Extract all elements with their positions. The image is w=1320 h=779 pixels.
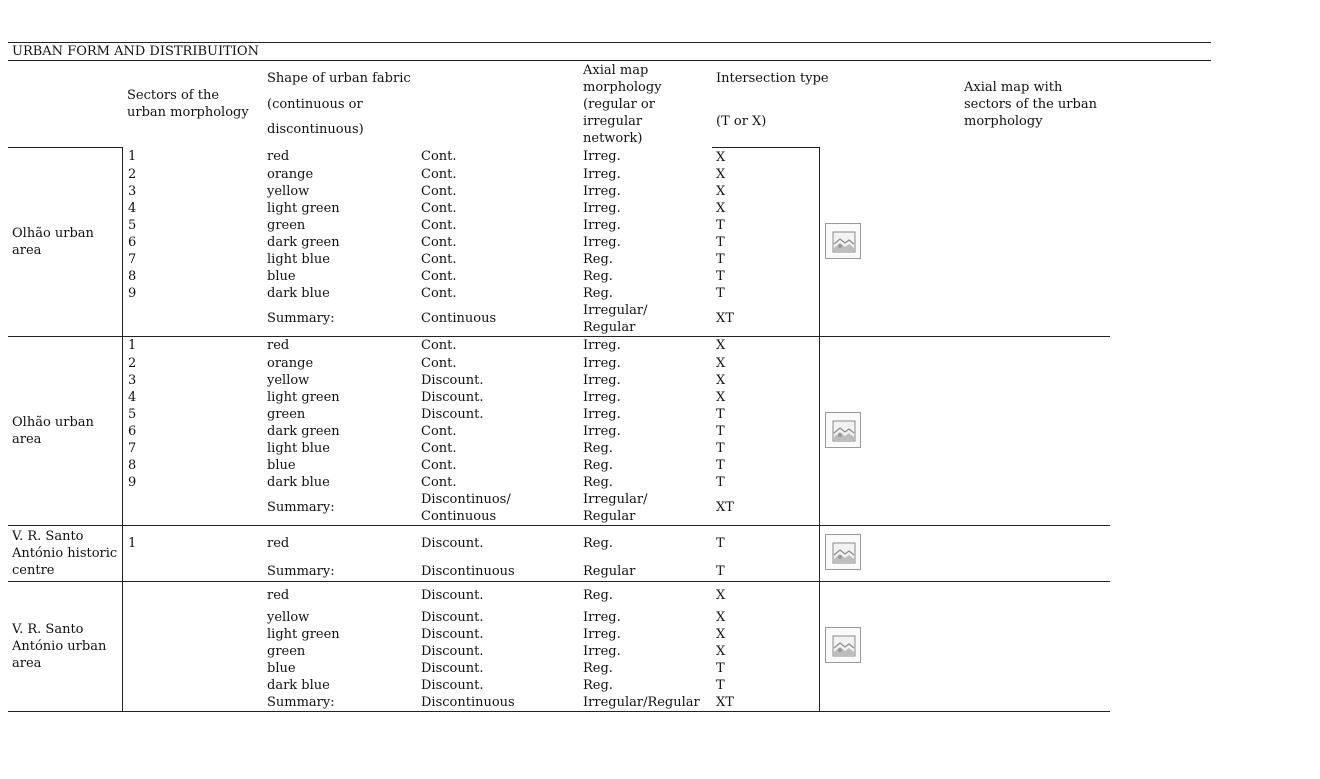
header-intersection-line2: (T or X): [716, 114, 767, 129]
intersection-value: X: [716, 588, 726, 603]
intersection-column-rule: [819, 147, 820, 711]
sector-name: light green: [267, 390, 340, 405]
row-number: 4: [128, 390, 137, 405]
axial-value: Irreg.: [583, 338, 621, 353]
shape-value: Cont.: [421, 184, 457, 199]
row-number: 3: [128, 373, 137, 388]
sector-name: green: [267, 644, 306, 659]
axial-value: Reg.: [583, 588, 613, 603]
shape-value: Discount.: [421, 678, 484, 693]
sector-name: red: [267, 536, 290, 551]
row-number: 5: [128, 218, 137, 233]
header-shape-line2: (continuous or: [267, 97, 363, 112]
axial-map-image: [825, 223, 861, 259]
image-placeholder-icon: [832, 230, 856, 254]
summary-label: Summary:: [267, 564, 335, 579]
sector-name: red: [267, 588, 290, 603]
area-label: V. R. Santo António urban area: [12, 622, 107, 671]
shape-value: Discount.: [421, 610, 484, 625]
summary-axial: Irregular/Regular: [583, 695, 700, 710]
sector-name: dark green: [267, 424, 340, 439]
axial-value: Irreg.: [583, 356, 621, 371]
axial-value: Reg.: [583, 441, 613, 456]
title-top-rule: [8, 42, 1211, 43]
row-number: 9: [128, 475, 137, 490]
sector-name: dark blue: [267, 475, 330, 490]
axial-value: Reg.: [583, 458, 613, 473]
sector-name: blue: [267, 269, 296, 284]
axial-value: Irreg.: [583, 149, 621, 164]
title-bottom-rule: [8, 60, 1211, 61]
axial-map-image: [825, 534, 861, 570]
intersection-value: X: [716, 610, 726, 625]
summary-shape: Discontinuous: [421, 695, 515, 710]
intersection-value: X: [716, 338, 726, 353]
sector-name: light green: [267, 201, 340, 216]
summary-axial: Irregular/ Regular: [583, 303, 648, 335]
row-number: 8: [128, 458, 137, 473]
shape-value: Discount.: [421, 627, 484, 642]
axial-value: Irreg.: [583, 184, 621, 199]
sector-name: yellow: [267, 184, 310, 199]
summary-shape: Discontinuous: [421, 564, 515, 579]
shape-value: Cont.: [421, 149, 457, 164]
summary-intersection: T: [716, 564, 725, 579]
row-number: 2: [128, 356, 137, 371]
axial-value: Irreg.: [583, 407, 621, 422]
intersection-value: X: [716, 201, 726, 216]
summary-intersection: XT: [716, 695, 734, 710]
sector-name: dark green: [267, 235, 340, 250]
sector-name: green: [267, 407, 306, 422]
intersection-value: X: [716, 356, 726, 371]
axial-value: Irreg.: [583, 644, 621, 659]
axial-value: Irreg.: [583, 235, 621, 250]
header-sectors: Sectors of the urban morphology: [127, 88, 249, 120]
sector-name: blue: [267, 661, 296, 676]
row-number: 4: [128, 201, 137, 216]
area-column-rule: [122, 147, 123, 711]
shape-value: Discount.: [421, 407, 484, 422]
intersection-value: X: [716, 184, 726, 199]
row-number: 5: [128, 407, 137, 422]
axial-map-image: [825, 627, 861, 663]
summary-label: Summary:: [267, 695, 335, 710]
sector-name: light green: [267, 627, 340, 642]
group-separator: [8, 525, 1110, 526]
header-rule-left: [8, 147, 123, 148]
axial-value: Reg.: [583, 475, 613, 490]
sector-name: light blue: [267, 441, 330, 456]
shape-value: Cont.: [421, 201, 457, 216]
axial-value: Irreg.: [583, 167, 621, 182]
summary-intersection: XT: [716, 500, 734, 515]
header-axial-map: Axial map with sectors of the urban morphology: [964, 80, 1097, 129]
shape-value: Cont.: [421, 235, 457, 250]
intersection-value: X: [716, 390, 726, 405]
shape-value: Cont.: [421, 475, 457, 490]
axial-value: Reg.: [583, 536, 613, 551]
image-placeholder-icon: [832, 634, 856, 658]
intersection-value: X: [716, 167, 726, 182]
sector-name: green: [267, 218, 306, 233]
row-number: 1: [128, 149, 137, 164]
area-label: V. R. Santo António historic centre: [12, 529, 118, 578]
sector-name: red: [267, 149, 290, 164]
header-rule-intersection: [712, 147, 820, 148]
axial-value: Reg.: [583, 269, 613, 284]
intersection-value: T: [716, 286, 725, 301]
sector-name: blue: [267, 458, 296, 473]
intersection-value: X: [716, 627, 726, 642]
summary-shape: Continuous: [421, 311, 497, 326]
summary-axial: Regular: [583, 564, 636, 579]
row-number: 7: [128, 441, 137, 456]
shape-value: Discount.: [421, 644, 484, 659]
sector-name: dark blue: [267, 286, 330, 301]
intersection-value: T: [716, 218, 725, 233]
axial-map-image: [825, 412, 861, 448]
axial-value: Reg.: [583, 678, 613, 693]
header-axial-morphology: Axial map morphology (regular or irregular network): [583, 63, 662, 146]
axial-value: Irreg.: [583, 627, 621, 642]
sector-name: yellow: [267, 610, 310, 625]
sector-name: dark blue: [267, 678, 330, 693]
shape-value: Cont.: [421, 441, 457, 456]
row-number: 1: [128, 338, 137, 353]
shape-value: Cont.: [421, 356, 457, 371]
table-title: URBAN FORM AND DISTRIBUITION: [12, 44, 259, 59]
shape-value: Cont.: [421, 458, 457, 473]
summary-label: Summary:: [267, 311, 335, 326]
summary-intersection: XT: [716, 311, 734, 326]
axial-value: Irreg.: [583, 218, 621, 233]
sector-name: light blue: [267, 252, 330, 267]
shape-value: Discount.: [421, 588, 484, 603]
row-number: 6: [128, 235, 137, 250]
sector-name: red: [267, 338, 290, 353]
shape-value: Discount.: [421, 536, 484, 551]
header-shape-line1: Shape of urban fabric: [267, 71, 411, 86]
area-label: Olhão urban area: [12, 415, 94, 447]
shape-value: Cont.: [421, 218, 457, 233]
row-number: 1: [128, 536, 137, 551]
axial-value: Irreg.: [583, 201, 621, 216]
shape-value: Discount.: [421, 390, 484, 405]
axial-value: Irreg.: [583, 390, 621, 405]
intersection-value: X: [716, 150, 726, 165]
table-bottom-rule: [8, 711, 1110, 712]
shape-value: Cont.: [421, 252, 457, 267]
intersection-value: T: [716, 661, 725, 676]
header-shape-line3: discontinuous): [267, 122, 364, 137]
row-number: 2: [128, 167, 137, 182]
shape-value: Discount.: [421, 373, 484, 388]
image-placeholder-icon: [832, 419, 856, 443]
shape-value: Cont.: [421, 286, 457, 301]
intersection-value: T: [716, 458, 725, 473]
sector-name: yellow: [267, 373, 310, 388]
intersection-value: T: [716, 407, 725, 422]
axial-value: Reg.: [583, 661, 613, 676]
summary-axial: Irregular/ Regular: [583, 492, 648, 524]
intersection-value: T: [716, 269, 725, 284]
group-separator: [8, 581, 1110, 582]
shape-value: Cont.: [421, 167, 457, 182]
intersection-value: T: [716, 536, 725, 551]
header-intersection-line1: Intersection type: [716, 71, 829, 86]
intersection-value: T: [716, 252, 725, 267]
intersection-value: X: [716, 373, 726, 388]
intersection-value: T: [716, 235, 725, 250]
summary-shape: Discontinuos/ Continuous: [421, 492, 511, 524]
image-placeholder-icon: [832, 541, 856, 565]
axial-value: Reg.: [583, 286, 613, 301]
intersection-value: T: [716, 441, 725, 456]
axial-value: Irreg.: [583, 424, 621, 439]
shape-value: Cont.: [421, 424, 457, 439]
group-separator: [8, 336, 1110, 337]
intersection-value: T: [716, 678, 725, 693]
area-label: Olhão urban area: [12, 226, 94, 258]
shape-value: Discount.: [421, 661, 484, 676]
shape-value: Cont.: [421, 338, 457, 353]
axial-value: Irreg.: [583, 610, 621, 625]
intersection-value: T: [716, 475, 725, 490]
axial-value: Irreg.: [583, 373, 621, 388]
sector-name: orange: [267, 356, 314, 371]
intersection-value: T: [716, 424, 725, 439]
shape-value: Cont.: [421, 269, 457, 284]
row-number: 9: [128, 286, 137, 301]
row-number: 7: [128, 252, 137, 267]
intersection-value: X: [716, 644, 726, 659]
row-number: 8: [128, 269, 137, 284]
row-number: 3: [128, 184, 137, 199]
sector-name: orange: [267, 167, 314, 182]
axial-value: Reg.: [583, 252, 613, 267]
summary-label: Summary:: [267, 500, 335, 515]
row-number: 6: [128, 424, 137, 439]
